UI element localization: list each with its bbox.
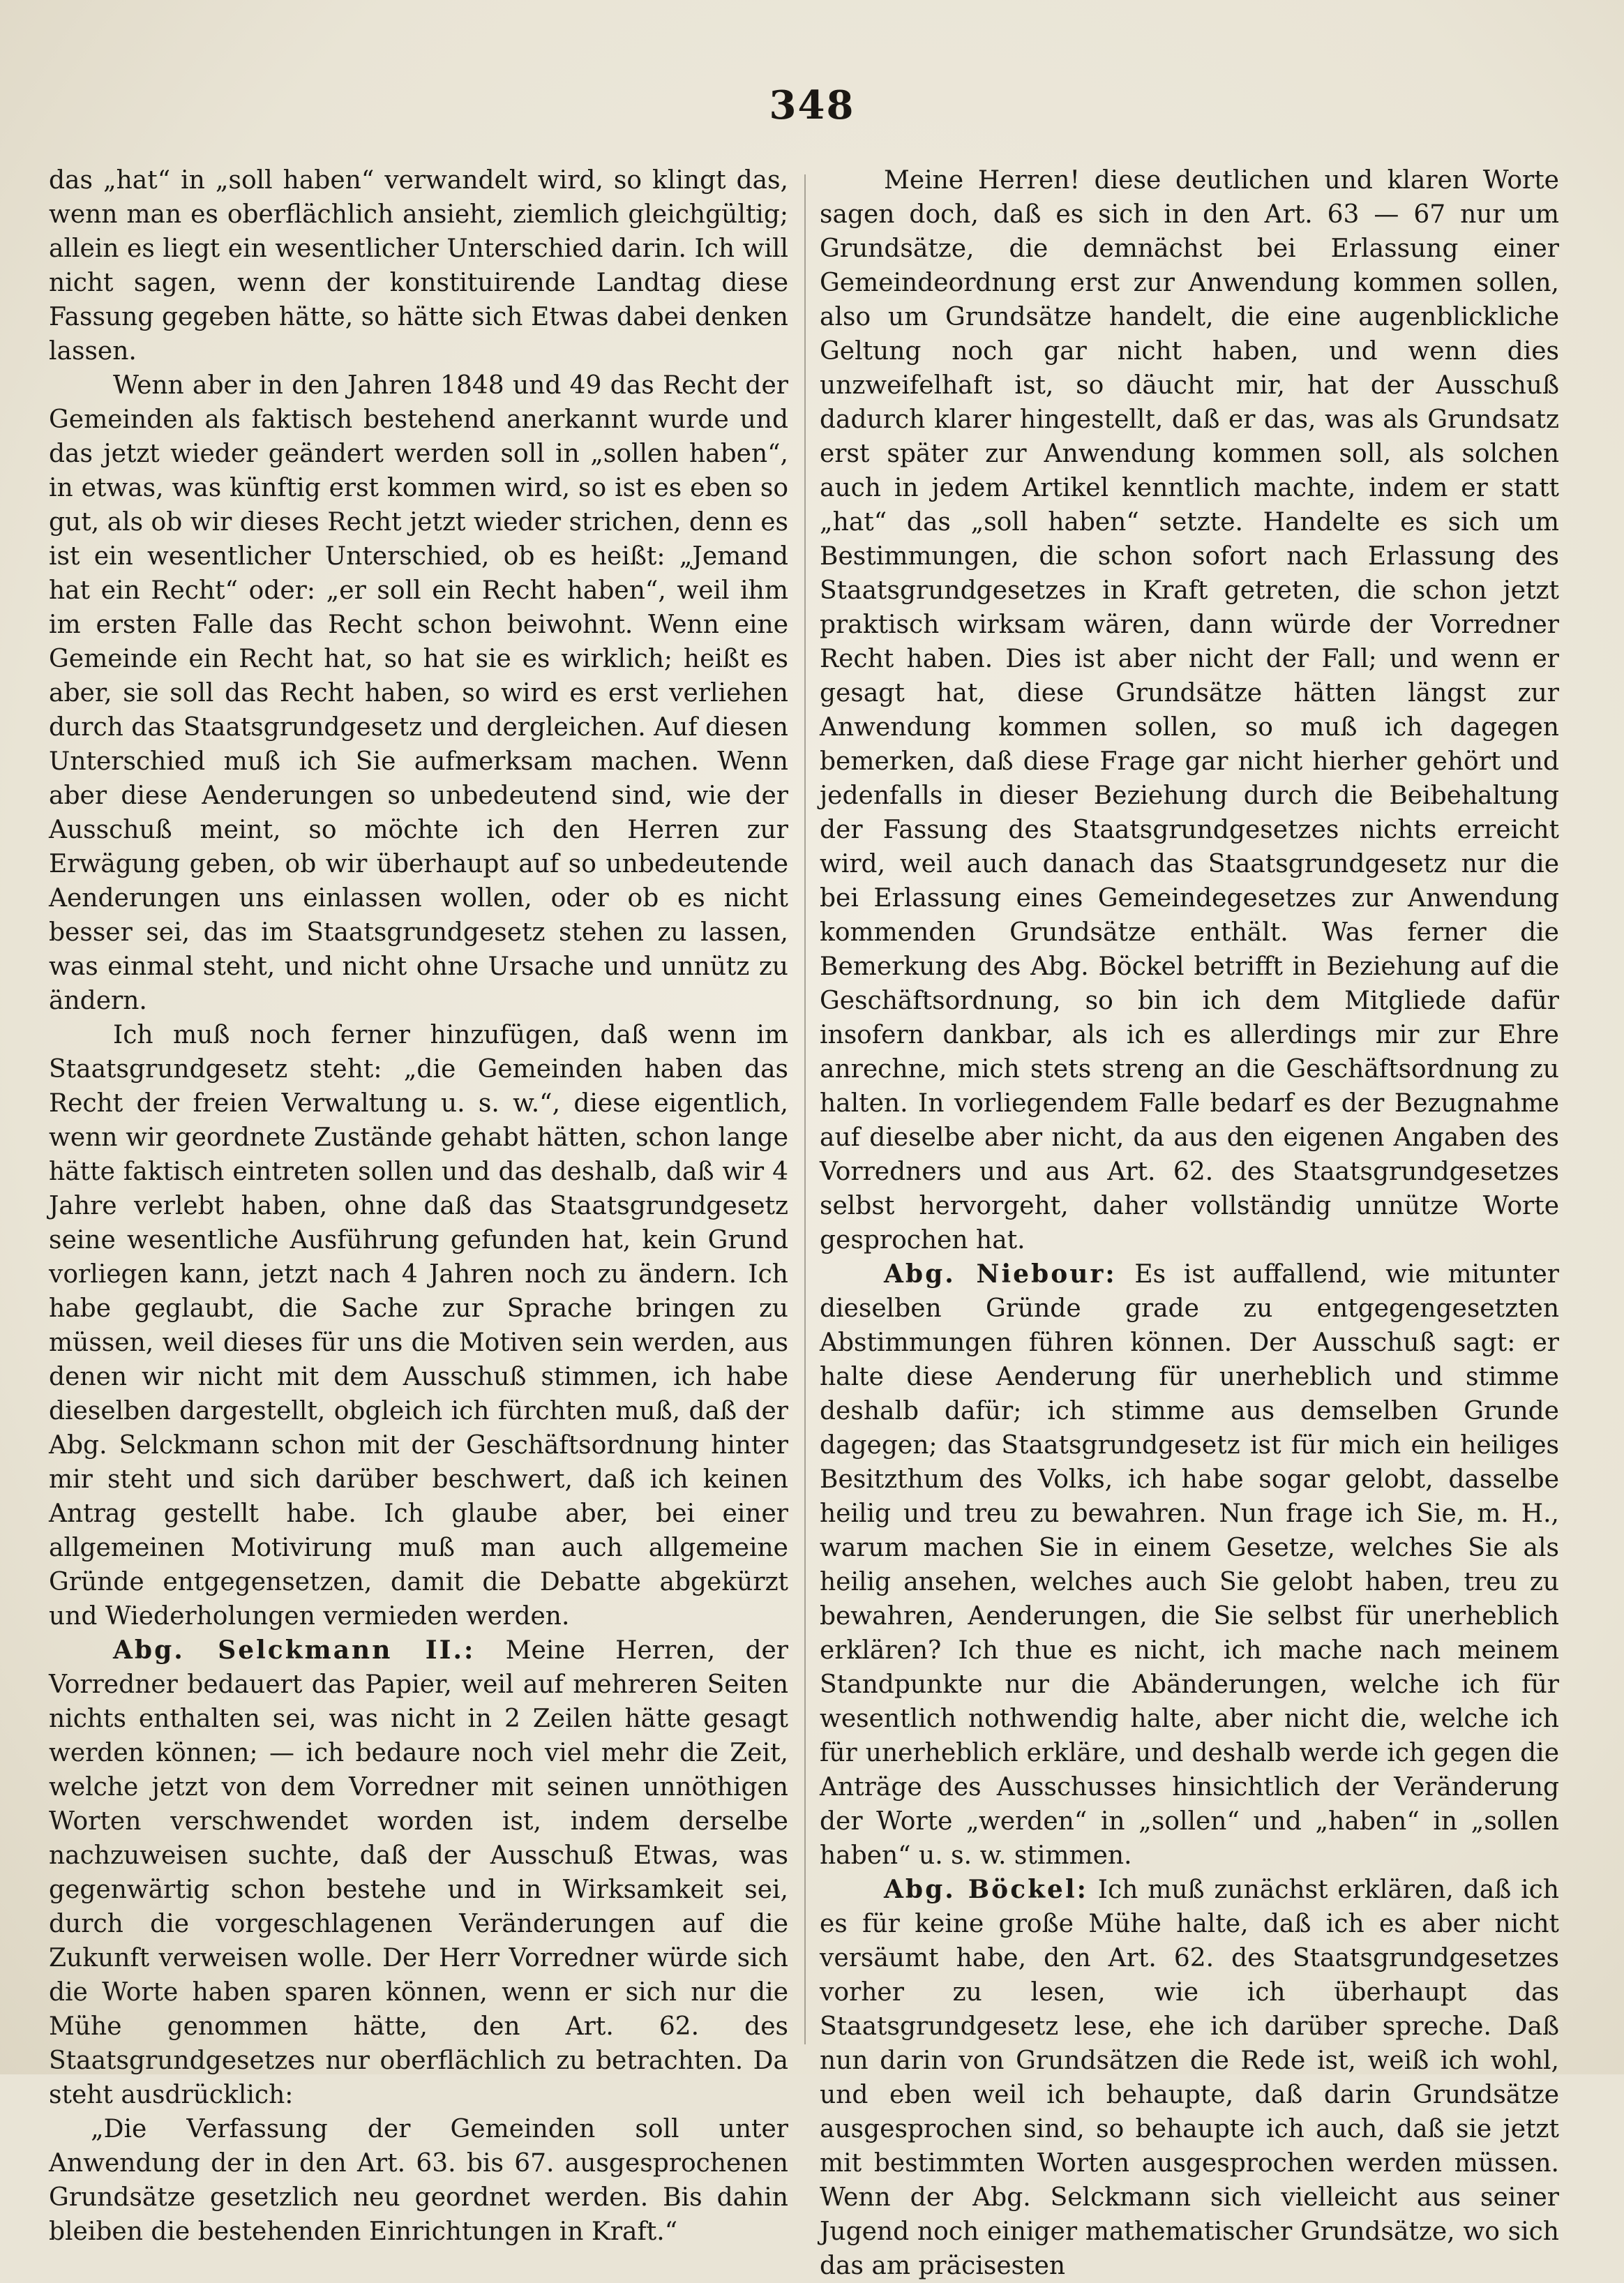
page-number: 348 [769, 82, 855, 128]
left-paragraph-3: Ich muß noch ferner hinzufügen, daß wenn im Staatsgrundgesetz steht: „die Gemeinden haben das Recht der freien Verwaltung u. s. w.“, diese eigentlich, wenn wir geordnete Zustände gehabt hätten, schon lange hätte faktisch eintreten sollen und das deshalb, daß wir 4 Jahre verlebt haben, ohne daß das Staatsgrundgesetz seine wesentliche Ausführung gefunden hat, kein Grund vorliegen kann, jetzt nach 4 Jahren noch zu ändern. Ich habe geglaubt, die Sache zur Sprache bringen zu müssen, weil dieses für uns die Motiven sein werden, aus denen wir nicht mit dem Ausschuß stimmen, ich habe dieselben dargestellt, obgleich ich fürchten muß, daß der Abg. Selckmann schon mit der Geschäftsordnung hinter mir steht und sich darüber beschwert, daß ich keinen Antrag gestellt habe. Ich glaube aber, bei einer allgemeinen Motivirung muß man auch allgemeine Gründe entgegensetzen, damit die Debatte abgekürzt und Wiederholungen vermieden werden. [49, 1021, 788, 1631]
right-paragraph-3 [820, 1873, 1559, 2283]
left-paragraph-2: Wenn aber in den Jahren 1848 und 49 das Recht der Gemeinden als faktisch bestehend anerkannt wurde und das jetzt wieder geändert werden soll in „sollen haben“, in etwas, was künftig erst kommen wird, so ist es eben so gut, als ob wir dieses Recht jetzt wieder strichen, denn es ist ein wesentlicher Unterschied, ob es heißt: „Jemand hat ein Recht“ oder: „er soll ein Recht haben“, weil ihm im ersten Falle das Recht schon beiwohnt. Wenn eine Gemeinde ein Recht hat, so hat sie es wirklich; heißt es aber, sie soll das Recht haben, so wird es erst verliehen durch das Staatsgrundgesetz und dergleichen. Auf diesen Unterschied muß ich Sie aufmerksam machen. Wenn aber diese Aenderungen so unbedeutend sind, wie der Ausschuß meint, so möchte ich den Herren zur Erwägung geben, ob wir überhaupt auf so unbedeutende Aenderungen uns einlassen wollen, oder ob es nicht besser sei, das im Staatsgrundgesetz stehen zu lassen, was einmal steht, und nicht ohne Ursache und unnütz zu ändern. [49, 371, 788, 1015]
quoted-article-62: „Die Verfassung der Gemeinden soll unter Anwendung der in den Art. 63. bis 67. ausgesprochenen Grundsätze gesetzlich neu geordnet werden. Bis dahin bleiben die bestehenden Einrichtungen in Kraft.“ [49, 2115, 788, 2246]
left-paragraph-4 [49, 1633, 788, 2112]
speaker-selckmann: Abg. Selckmann II.: [113, 1635, 476, 1665]
left-paragraph-1: das „hat“ in „soll haben“ verwandelt wird, so klingt das, wenn man es oberflächlich ansieht, ziemlich gleichgültig; allein es liegt ein wesentlicher Unterschied darin. Ich will nicht sagen, wenn der konstituirende Landtag diese Fassung gegeben hätte, so hätte sich Etwas dabei denken lassen. [49, 166, 788, 366]
speech-niebour: Es ist auffallend, wie mitunter dieselben Gründe grade zu entgegengesetzten Abstimmungen führen können. Der Ausschuß sagt: er halte diese Aenderung für unerheblich und stimme deshalb dafür; ich stimme aus demselben Grunde dagegen; das Staatsgrundgesetz ist für mich ein heiliges Besitzthum des Volks, ich habe sogar gelobt, dasselbe heilig und treu zu bewahren. Nun frage ich Sie, m. H., warum machen Sie in einem Gesetze, welches Sie als heilig ansehen, welches auch Sie gelobt haben, treu zu bewahren, Aenderungen, die Sie selbst für unerheblich erklären? Ich thue es nicht, ich mache nach meinem Standpunkte nur die Abänderungen, welche ich für wesentlich nothwendig halte, aber nicht die, welche ich für unerheblich erkläre, und deshalb werde ich gegen die Anträge des Ausschusses hinsichtlich der Veränderung der Worte „werden“ in „sollen“ und „haben“ in „sollen haben“ u. s. w. stimmen. [820, 1260, 1559, 1870]
right-column [820, 163, 1559, 2283]
left-column [49, 163, 788, 2249]
right-paragraph-2 [820, 1257, 1559, 1873]
speaker-boeckel: Abg. Böckel: [884, 1875, 1088, 1904]
right-paragraph-1: Meine Herren! diese deutlichen und klaren Worte sagen doch, daß es sich in den Art. 63 — 67 nur um Grundsätze, die demnächst bei Erlassung einer Gemeindeordnung erst zur Anwendung kommen sollen, also um Grundsätze handelt, die eine augenblickliche Geltung noch gar nicht haben, und wenn dies unzweifelhaft ist, so däucht mir, hat der Ausschuß dadurch klarer hingestellt, daß er das, was als Grundsatz erst später zur Anwendung kommen soll, als solchen auch in jedem Artikel kenntlich machte, indem er statt „hat“ das „soll haben“ setzte. Handelte es sich um Bestimmungen, die schon sofort nach Erlassung des Staatsgrundgesetzes in Kraft getreten, die schon jetzt praktisch wirksam wären, dann würde der Vorredner Recht haben. Dies ist aber nicht der Fall; und wenn er gesagt hat, diese Grundsätze hätten längst zur Anwendung kommen sollen, so muß ich dagegen bemerken, daß diese Frage gar nicht hierher gehört und jedenfalls in dieser Beziehung durch die Beibehaltung der Fassung des Staatsgrundgesetzes nichts erreicht wird, weil auch danach das Staatsgrundgesetz nur die bei Erlassung eines Gemeindegesetzes zur Anwendung kommenden Grundsätze enthält. Was ferner die Bemerkung des Abg. Böckel betrifft in Beziehung auf die Geschäftsordnung, so bin ich dem Mitgliede dafür insofern dankbar, als ich es allerdings mir zur Ehre anrechne, mich stets streng an die Geschäftsordnung zu halten. In vorliegendem Falle bedarf es der Bezugnahme auf dieselbe aber nicht, da aus den eigenen Angaben des Vorredners und aus Art. 62. des Staatsgrundgesetzes selbst hervorgeht, daher vollständig unnütze Worte gesprochen hat. [820, 166, 1559, 1255]
column-divider [804, 174, 806, 2044]
speech-selckmann: Meine Herren, der Vorredner bedauert das Papier, weil auf mehreren Seiten nichts enthalten sei, was nicht in 2 Zeilen hätte gesagt werden können; — ich bedaure noch viel mehr die Zeit, welche jetzt von dem Vorredner mit seinen unnöthigen Worten verschwendet worden ist, indem derselbe nachzuweisen suchte, daß der Ausschuß Etwas, was gegenwärtig schon bestehe und in Wirksamkeit sei, durch die vorgeschlagenen Veränderungen auf die Zukunft verweisen wolle. Der Herr Vorredner würde sich die Worte haben sparen können, wenn er sich nur die Mühe genommen hätte, den Art. 62. des Staatsgrundgesetzes nur oberflächlich zu betrachten. Da steht ausdrücklich: [49, 1636, 788, 2109]
speaker-niebour: Abg. Niebour: [884, 1259, 1117, 1289]
speech-boeckel: Ich muß zunächst erklären, daß ich es für keine große Mühe halte, daß ich es aber nicht versäumt habe, den Art. 62. des Staatsgrundgesetzes vorher zu lesen, wie ich überhaupt das Staatsgrundgesetz lese, ehe ich darüber spreche. Daß nun darin von Grundsätzen die Rede ist, weiß ich wohl, und eben weil ich behaupte, daß darin Grundsätze ausgesprochen sind, so behaupte ich auch, daß sie jetzt mit bestimmten Worten ausgesprochen werden müssen. Wenn der Abg. Selckmann sich vielleicht aus seiner Jugend noch einiger mathematischer Grundsätze, wo sich das am präcisesten [820, 1876, 1559, 2280]
